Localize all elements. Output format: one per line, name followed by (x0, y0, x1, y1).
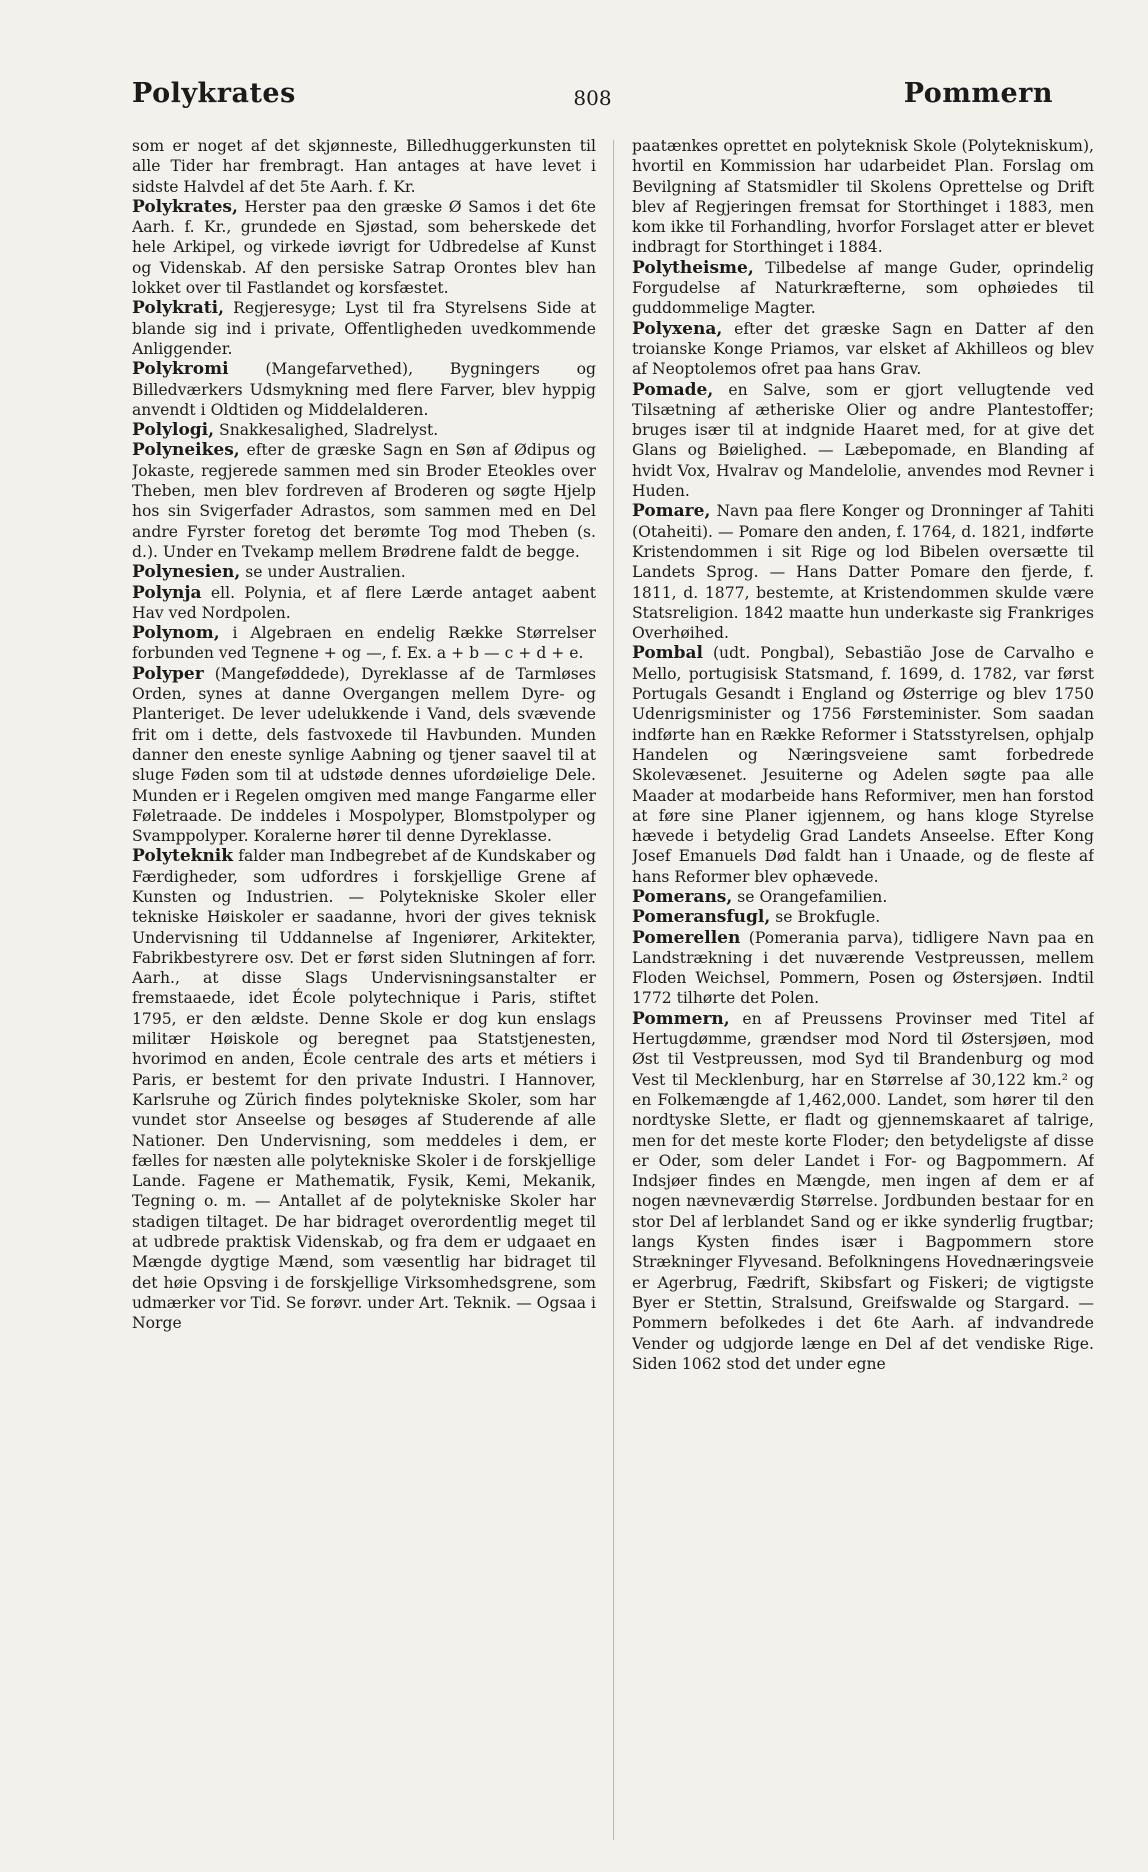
entry-text: se Orangefamilien. (737, 887, 888, 906)
dictionary-entry (132, 562, 596, 582)
entry-text: paatænkes oprettet en polyteknisk Skole (Polytekniskum), hvortil en Kommission har udarbeidet Plan. Forslag om Bevilgning af Statsmidler til Skolens Oprettelse og Drift blev af Regjeringen fremsat for Storthinget i 1883, men kom ikke til Forhandling, hvorfor Forslaget atter er blevet indbragt for Storthinget i 1884. (632, 137, 1094, 257)
entry-headword: Polykrati, (132, 298, 224, 319)
entry-headword: Polylogi, (132, 420, 215, 441)
dictionary-entry (632, 907, 1094, 927)
dictionary-entry (632, 928, 1094, 1009)
entry-text: (Mangefarvethed), Bygningers og Billedværkers Udsmykning med flere Farver, blev hyppig anvendt i Oldtiden og Middelalderen. (132, 360, 596, 419)
entry-headword: Polyxena, (632, 318, 723, 339)
page-number: 808 (573, 86, 612, 110)
left-guide-word: Polykrates (132, 78, 296, 109)
entry-headword: Polyneikes, (132, 440, 240, 461)
entry-text: som er noget af det skjønneste, Billedhuggerkunsten til alle Tider har frembragt. Han antages at have levet i sidste Halvdel af det 5te Aarh. f. Kr. (132, 137, 596, 196)
entry-headword: Polykromi (132, 359, 229, 380)
entry-text: Tilbedelse af mange Guder, oprindelig Forgudelse af Naturkræfterne, som ophøiedes til guddommelige Magter. (632, 258, 1094, 318)
entry-headword: Pomare, (632, 501, 711, 522)
dictionary-entry (132, 136, 596, 197)
entry-text: Regjeresyge; Lyst til fra Styrelsens Side at blande sig ind i private, Offentligheden uvedkommende Anliggender. (132, 299, 596, 358)
entry-text: (udt. Pongbal), Sebastião Jose de Carvalho e Mello, portugisisk Statsmand, f. 1699, d. 1782, var først Portugals Gesandt i England og Østerrige og blev 1750 Udenrigsminister og 1756 Førsteminister. Som saadan indførte han en Række Reformer i Statsstyrelsen, ophjalp Handelen og Næringsveiene samt forbedrede Skolevæsenet. Jesuiterne og Adelen søgte paa alle Maader at modarbeide hans Reformiver, men han forstod at føre sine Planer igjennem, og hans kloge Styrelse hævede i betydelig Grad Landets Anseelse. Efter Kong Josef Emanuels Død faldt han i Unaade, og de fleste af hans Reformer blev ophævede. (632, 644, 1094, 886)
left-column (132, 136, 596, 1846)
entry-headword: Pomerellen (632, 927, 741, 948)
entry-headword: Polytheisme, (632, 257, 754, 278)
entry-headword: Polyper (132, 663, 204, 684)
column-divider (613, 140, 614, 1840)
entry-text: Herster paa den græske Ø Samos i det 6te Aarh. f. Kr., grundede en Sjøstad, som beherskede det hele Arkipel, og virkede iøvrigt for Udbredelse af Kunst og Videnskab. Af den persiske Satrap Orontes blev han lokket over til Fastlandet og korsfæstet. (132, 197, 596, 298)
dictionary-entry (132, 359, 596, 420)
dictionary-entry (132, 440, 596, 562)
right-column (632, 136, 1094, 1846)
entry-headword: Pommern, (632, 1008, 730, 1029)
dictionary-entry (132, 420, 596, 440)
entry-text: efter de græske Sagn en Søn af Ødipus og Jokaste, regjerede sammen med sin Broder Eteokles over Theben, men blev fordreven af Broderen og søgte Hjelp hos sin Svigerfader Adrastos, som sammen med en Del andre Fyrster foretog det berømte Tog mod Theben (s. d.). Under en Tvekamp mellem Brødrene faldt de begge. (132, 441, 596, 561)
dictionary-entry (632, 258, 1094, 319)
entry-headword: Pomeransfugl, (632, 907, 771, 928)
dictionary-entry (632, 319, 1094, 380)
entry-text: efter det græske Sagn en Datter af den troianske Konge Priamos, var elsket af Akhilleos og blev af Neoptolemos ofret paa hans Grav. (632, 319, 1094, 379)
dictionary-entry (132, 846, 596, 1333)
dictionary-entry (132, 583, 596, 624)
entry-headword: Polykrates, (132, 196, 238, 217)
dictionary-entry (632, 643, 1094, 887)
entry-text: se Brokfugle. (775, 908, 881, 927)
entry-text: (Pomerania parva), tidligere Navn paa en Landstrækning i det nuværende Vestpreussen, mellem Floden Weichsel, Pommern, Posen og Østersjøen. Indtil 1772 tilhørte det Polen. (632, 928, 1094, 1008)
dictionary-entry (632, 887, 1094, 907)
dictionary-entry (632, 501, 1094, 643)
dictionary-entry (132, 197, 596, 298)
entry-headword: Polynom, (132, 623, 220, 644)
entry-text: en af Preussens Provinser med Titel af Hertugdømme, grændser mod Nord til Østersjøen, mod Øst til Vestpreussen, mod Syd til Brandenburg og mod Vest til Mecklenburg, har en Størrelse af 30,122 km.² og en Folkemængde af 1,462,000. Landet, som hører til den nordtyske Slette, er fladt og gjennemskaaret af talrige, men for det meste korte Floder; den betydeligste af disse er Oder, som deler Landet i For- og Bagpommern. Af Indsjøer findes en Mængde, men ingen af dem er af nogen nævneværdig Størrelse. Jordbunden bestaar for en stor Del af lerblandet Sand og er ikke synderlig frugtbar; langs Kysten findes især i Bagpommern store Strækninger Flyvesand. Befolkningens Hovednæringsveie er Agerbrug, Fædrift, Skibsfart og Fiskeri; de vigtigste Byer er Stettin, Stralsund, Greifswalde og Stargard. — Pommern befolkedes i det 6te Aarh. af indvandrede Vender og udgjorde længe en Del af det vendiske Rige. Siden 1062 stod det under egne (632, 1009, 1094, 1373)
dictionary-entry (132, 623, 596, 664)
dictionary-entry (632, 380, 1094, 502)
entry-text: Navn paa flere Konger og Dronninger af Tahiti (Otaheiti). — Pomare den anden, f. 1764, d. 1821, indførte Kristendommen i sit Rige og lod Bibelen oversætte til Landets Sprog. — Hans Datter Pomare den fjerde, f. 1811, d. 1877, bestemte, at Kristendommen skulde være Statsreligion. 1842 maatte hun underkaste sig Frankriges Overhøihed. (632, 502, 1094, 643)
entry-headword: Pombal (632, 643, 704, 664)
entry-headword: Pomade, (632, 379, 714, 400)
entry-text: Snakkesalighed, Sladrelyst. (219, 421, 439, 440)
entry-headword: Polyteknik (132, 846, 234, 867)
right-guide-word: Pommern (903, 78, 1053, 109)
dictionary-entry (132, 664, 596, 847)
entry-text: se under Australien. (245, 563, 406, 582)
entry-text: i Algebraen en endelig Række Størrelser forbunden ved Tegnene + og —, f. Ex. a + b — c + d + e. (132, 624, 596, 663)
dictionary-entry (632, 1009, 1094, 1374)
entry-text: falder man Indbegrebet af de Kundskaber og Færdigheder, som udfordres i forskjellige Grene af Kunsten og Industrien. — Polytekniske Skoler eller tekniske Høiskoler er saadanne, hvori der gives teknisk Undervisning til Uddannelse af Ingeniører, Arkitekter, Fabrikbestyrere osv. Det er først siden Slutningen af forr. Aarh., at disse Slags Undervisningsanstalter er fremstaaede, idet École polytechnique i Paris, stiftet 1795, er den ældste. Denne Skole er dog kun enslags militær Høiskole og beregnet paa Statstjenesten, hvorimod en anden, École centrale des arts et métiers i Paris, er bestemt for den private Industri. I Hannover, Karlsruhe og Zürich findes polytekniske Skoler, som har vundet stor Anseelse og besøges af Studerende af alle Nationer. Den Undervisning, som meddeles i dem, er fælles for næsten alle polytekniske Skoler i de forskjellige Lande. Fagene er Mathematik, Fysik, Kemi, Mekanik, Tegning o. m. — Antallet af de polytekniske Skoler har stadigen tiltaget. De har bidraget overordentlig meget til at udbrede praktisk Videnskab, og fra dem er udgaaet en Mængde dygtige Mænd, som væsentlig har bidraget til det høie Opsving i de forskjellige Virksomhedsgrene, som udmærker vor Tid. Se forøvr. under Art. Teknik. — Ogsaa i Norge (132, 847, 596, 1333)
dictionary-entry (132, 298, 596, 359)
page-header (132, 78, 1053, 118)
dictionary-entry (632, 136, 1094, 258)
entry-headword: Polynesien, (132, 562, 241, 583)
entry-headword: Pomerans, (632, 886, 733, 907)
entry-text: ell. Polynia, et af flere Lærde antaget aabent Hav ved Nordpolen. (132, 583, 596, 622)
entry-headword: Polynja (132, 582, 202, 603)
entry-text: en Salve, som er gjort vellugtende ved Tilsætning af ætheriske Olier og andre Plantestoffer; bruges især til at indgnide Haaret med, for at give det Glans og Bøielighed. — Læbepomade, en Blanding af hvidt Vox, Hvalrav og Mandelolie, anvendes mod Revner i Huden. (632, 380, 1094, 501)
entry-text: (Mangeføddede), Dyreklasse af de Tarmløses Orden, synes at danne Overgangen mellem Dyre- og Planteriget. De lever udelukkende i Vand, dels svævende frit om i dette, dels fastvoxede til Havbunden. Munden danner den eneste synlige Aabning og tjener saavel til at sluge Føden som til at udstøde dennes ufordøielige Dele. Munden er i Regelen omgiven med mange Fangarme eller Føletraade. De inddeles i Mospolyper, Blomstpolyper og Svamppolyper. Koralerne hører til denne Dyreklasse. (132, 664, 596, 846)
